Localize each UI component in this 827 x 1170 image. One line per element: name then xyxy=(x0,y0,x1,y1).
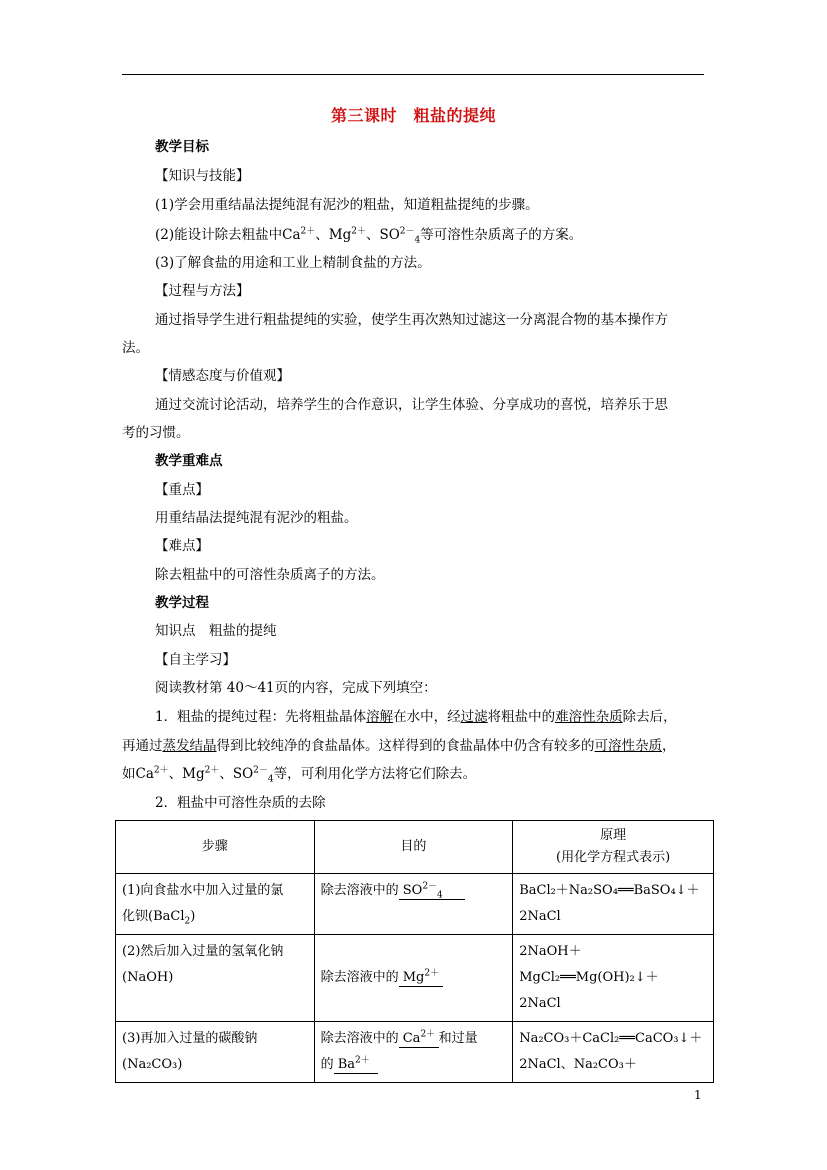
section-emotion: 【情感态度与价值观】 xyxy=(155,368,290,384)
header-rule xyxy=(122,74,704,75)
heading-teaching-process: 教学过程 xyxy=(155,595,209,611)
heading-key-points: 教学重难点 xyxy=(155,453,223,469)
heading-objectives: 教学目标 xyxy=(155,139,209,155)
impurity-removal-table xyxy=(115,820,714,1083)
header-step: 步骤 xyxy=(116,821,315,874)
section-self-study: 【自主学习】 xyxy=(155,652,236,668)
header-purpose: 目的 xyxy=(314,821,513,874)
equation-cell: 2NaOH＋MgCl₂══Mg(OH)₂↓＋ 2NaCl xyxy=(513,935,714,1022)
answer-blank: $Ca^{2+}$ xyxy=(399,1031,439,1048)
difficulty-text: 除去粗盐中的可溶性杂质离子的方法。 xyxy=(155,567,385,583)
question-1-line-1: 1．粗盐的提纯过程：先将粗盐晶体溶解在水中，经过滤将粗盐中的难溶性杂质除去后， xyxy=(155,709,677,725)
knowledge-point: 知识点 粗盐的提纯 xyxy=(155,623,277,639)
emotion-text-1: 通过交流讨论活动，培养学生的合作意识，让学生体验、分享成功的喜悦，培养乐于思 xyxy=(155,397,668,413)
page-title: 第三课时 粗盐的提纯 xyxy=(330,106,496,125)
knowledge-item-2: (2)能设计除去粗盐中$Ca^{2+}$、$Mg^{2+}$、$SO^{2-}_4$等可溶性杂质离子的方案。 xyxy=(155,226,583,246)
table-header-row xyxy=(116,821,714,874)
question-1-line-3: 如$Ca^{2+}$、$Mg^{2+}$、$SO^{2-}_4$等，可利用化学方法将它们除去。 xyxy=(122,765,477,785)
step-cell: (2)然后加入过量的氢氧化钠 (NaOH) xyxy=(116,935,315,1022)
question-1-line-2: 再通过蒸发结晶得到比较纯净的食盐晶体。这样得到的食盐晶体中仍含有较多的可溶性杂质， xyxy=(122,738,676,754)
purpose-cell: 除去溶液中的 $Mg^{2+}$ xyxy=(314,935,513,1022)
table-row xyxy=(116,1022,714,1083)
section-process: 【过程与方法】 xyxy=(155,283,250,299)
emotion-text-2: 考的习惯。 xyxy=(122,425,190,441)
table-row xyxy=(116,874,714,935)
reading-instruction: 阅读教材第 40～41页的内容，完成下列填空： xyxy=(155,680,437,696)
section-difficulty: 【难点】 xyxy=(155,538,209,554)
answer-blank: $SO^{2-}_4$ xyxy=(399,883,465,900)
page-number: 1 xyxy=(694,1088,702,1102)
question-2: 2．粗盐中可溶性杂质的去除 xyxy=(155,795,326,811)
equation-cell: BaCl₂＋Na₂SO₄══BaSO₄↓＋ 2NaCl xyxy=(513,874,714,935)
header-principle: 原理 (用化学方程式表示) xyxy=(513,821,714,874)
table-row xyxy=(116,935,714,1022)
knowledge-item-1: (1)学会用重结晶法提纯混有泥沙的粗盐，知道粗盐提纯的步骤。 xyxy=(155,197,539,213)
answer-blank: $Ba^{2+}$ xyxy=(334,1057,378,1074)
process-text-2: 法。 xyxy=(122,340,149,356)
knowledge-item-3: (3)了解食盐的用途和工业上精制食盐的方法。 xyxy=(155,255,431,271)
answer-blank: $Mg^{2+}$ xyxy=(399,970,443,987)
purpose-cell: 除去溶液中的 $SO^{2-}_4$ xyxy=(314,874,513,935)
focus-text: 用重结晶法提纯混有泥沙的粗盐。 xyxy=(155,510,358,526)
step-cell: (1)向食盐水中加入过量的氯 化钡(BaCl$_2$) xyxy=(116,874,315,935)
process-text-1: 通过指导学生进行粗盐提纯的实验，使学生再次熟知过滤这一分离混合物的基本操作方 xyxy=(155,312,668,328)
section-focus: 【重点】 xyxy=(155,482,209,498)
step-cell: (3)再加入过量的碳酸钠 (Na₂CO₃) xyxy=(116,1022,315,1083)
section-knowledge: 【知识与技能】 xyxy=(155,168,250,184)
purpose-cell: 除去溶液中的 $Ca^{2+}$ 和过量 的 $Ba^{2+}$ xyxy=(314,1022,513,1083)
equation-cell: Na₂CO₃＋CaCl₂══CaCO₃↓＋ 2NaCl、Na₂CO₃＋ xyxy=(513,1022,714,1083)
